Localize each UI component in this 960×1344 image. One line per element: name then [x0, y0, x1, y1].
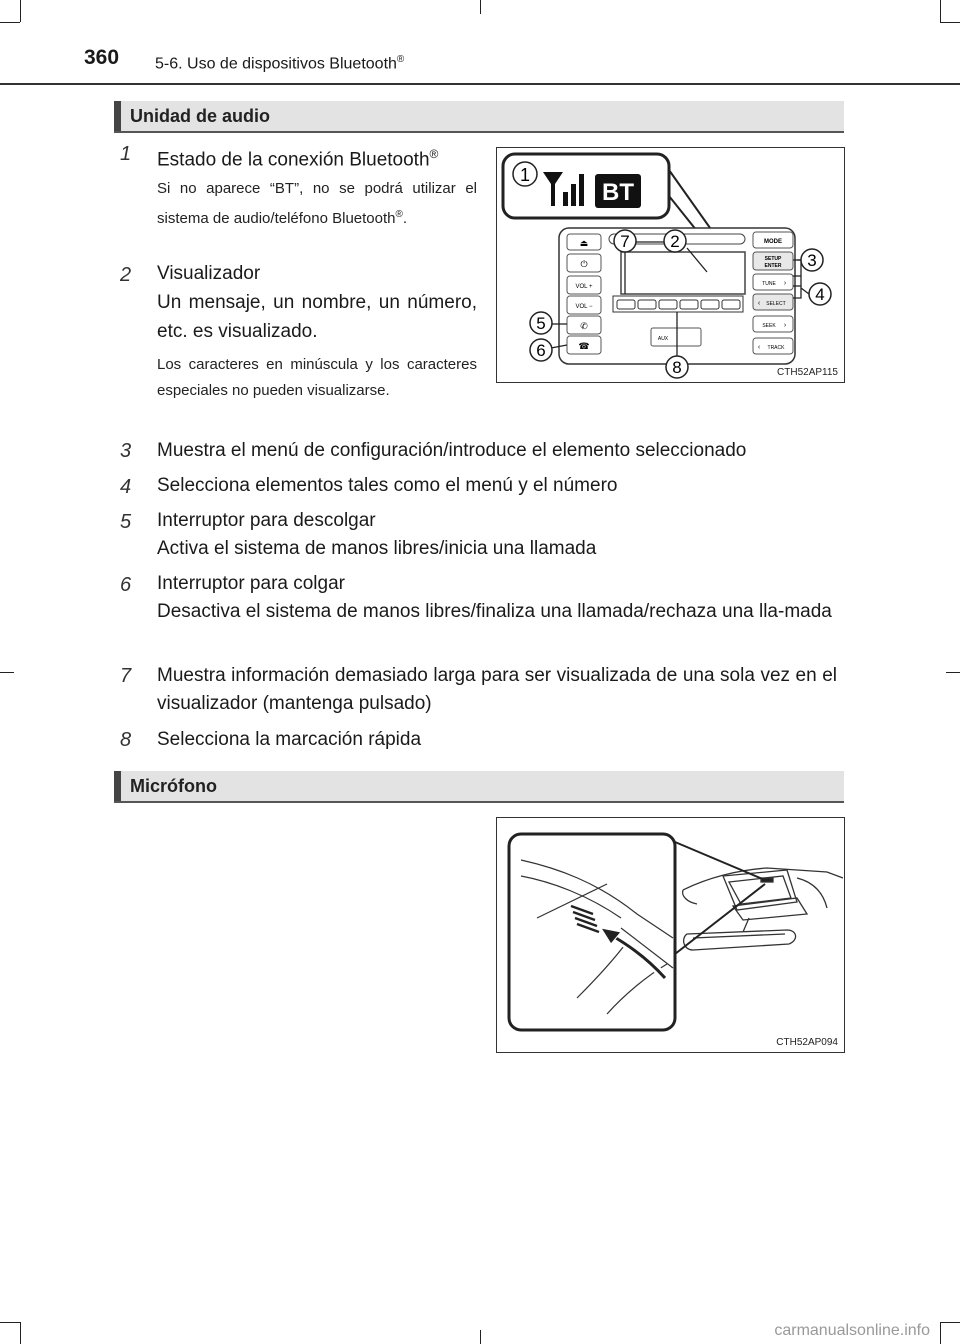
callout-label: 4	[815, 285, 825, 304]
seek-label: SEEK	[762, 323, 776, 329]
page-number: 360	[84, 46, 120, 69]
crop-mark	[940, 1322, 960, 1323]
crop-mark	[0, 672, 14, 673]
on-hook-icon: ☎	[578, 341, 590, 351]
setup-label: SETUP	[764, 256, 782, 262]
crop-mark	[0, 1322, 20, 1323]
callout-label: 1	[519, 165, 531, 185]
figure-code: CTH52AP115	[777, 367, 838, 378]
crop-mark	[940, 0, 941, 22]
track-label: TRACK	[767, 345, 785, 351]
callout-label: 6	[536, 341, 546, 360]
crop-mark	[940, 22, 960, 23]
overhead-console	[683, 868, 843, 920]
crop-mark	[0, 22, 20, 23]
item-body: Activa el sistema de manos libres/inicia una llamada	[157, 538, 597, 559]
crop-mark	[946, 672, 960, 673]
section-title: Micrófono	[130, 776, 217, 796]
item-number: 3	[120, 440, 132, 462]
item-number: 5	[120, 511, 132, 533]
crop-mark	[940, 1322, 941, 1344]
item-note: Los caracteres en minúscula y los caracteres especiales no pueden visualizarse.	[157, 356, 477, 399]
footer-watermark: carmanualsonline.info	[774, 1322, 930, 1339]
registered-mark: ®	[396, 54, 405, 65]
audio-unit-illustration	[497, 148, 844, 382]
item-note-text: Si no aparece “BT”, no se podrá utilizar el sistema de audio/teléfono Bluetooth	[157, 180, 477, 227]
chevron-left-icon: ‹	[757, 300, 761, 307]
select-label: SELECT	[766, 301, 786, 307]
crop-mark	[480, 0, 481, 14]
item-number: 1	[120, 143, 132, 165]
off-hook-icon: ✆	[580, 321, 588, 331]
item-number: 6	[120, 574, 132, 596]
microphone-illustration	[497, 818, 844, 1052]
eject-icon: ⏏	[579, 238, 589, 248]
tune-label: TUNE	[762, 281, 776, 287]
registered-mark: ®	[429, 147, 439, 161]
crop-mark	[480, 1330, 481, 1344]
vol-down-label: VOL −	[575, 304, 593, 310]
vol-up-label: VOL +	[575, 284, 593, 290]
section-bar-accent	[114, 101, 121, 131]
aux-label: AUX	[657, 336, 669, 342]
audio-unit-figure	[496, 147, 845, 383]
item-note-end: .	[402, 210, 408, 227]
item-number: 4	[120, 476, 132, 498]
callout-label: 5	[536, 314, 546, 333]
header-rule	[0, 83, 960, 85]
item-title	[157, 140, 477, 174]
item-body: Un mensaje, un nombre, un número, etc. es visualizado.	[157, 292, 477, 342]
item-title: Visualizador	[157, 263, 261, 284]
crop-mark	[20, 0, 21, 22]
section-header	[155, 54, 404, 73]
item-title: Selecciona elementos tales como el menú y el número	[157, 475, 618, 496]
item-number: 8	[120, 729, 132, 751]
callout-label: 7	[620, 232, 630, 251]
callout-label: 8	[672, 358, 682, 377]
item-title: Interruptor para descolgar	[157, 510, 376, 531]
item-title: Interruptor para colgar	[157, 573, 345, 594]
display-screen	[621, 252, 745, 294]
enter-label: ENTER	[764, 263, 782, 269]
item-title: Muestra el menú de configuración/introduce el elemento seleccionado	[157, 440, 747, 461]
bt-icon-text: BT	[602, 179, 634, 206]
item-body: Desactiva el sistema de manos libres/finaliza una llamada/rechaza una lla-mada	[157, 601, 832, 622]
chevron-left-icon: ‹	[757, 344, 761, 351]
item-title-text: Estado de la conexión Bluetooth	[157, 149, 430, 171]
power-icon: ⏻	[580, 259, 588, 269]
figure-code: CTH52AP094	[776, 1037, 838, 1048]
registered-mark: ®	[395, 209, 403, 220]
item-number: 7	[120, 665, 132, 687]
chevron-right-icon: ›	[783, 322, 787, 329]
section-bar-accent	[114, 771, 121, 801]
mode-label: MODE	[764, 239, 782, 245]
microphone-figure	[496, 817, 845, 1053]
callout-label: 2	[670, 232, 680, 251]
item-title: Muestra información demasiado larga para ser visualizada de una sola vez en el visualizador (mantenga pulsado)	[157, 665, 837, 714]
section-title: Unidad de audio	[130, 106, 271, 126]
section-bar-audio-unit	[114, 101, 844, 133]
callout-label: 3	[807, 251, 817, 270]
section-header-text: 5-6. Uso de dispositivos Bluetooth	[155, 55, 397, 73]
chevron-right-icon: ›	[783, 280, 787, 287]
crop-mark	[20, 1322, 21, 1344]
item-number: 2	[120, 264, 132, 286]
section-bar-microphone	[114, 771, 844, 803]
item-note	[157, 176, 477, 232]
item-title: Selecciona la marcación rápida	[157, 729, 422, 750]
